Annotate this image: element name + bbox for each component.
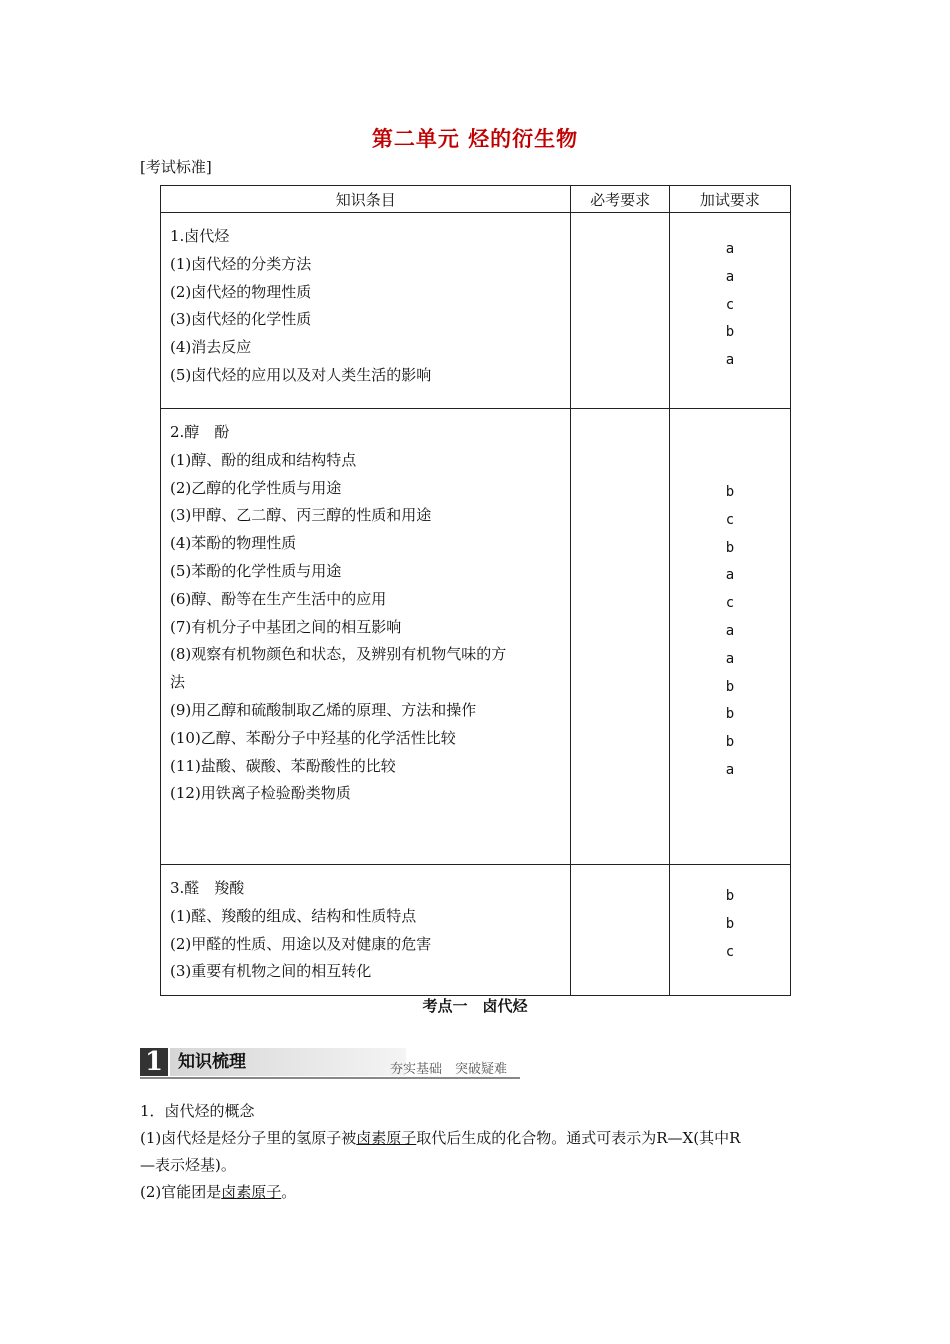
list-item: (11)盐酸、碳酸、苯酚酸性的比较 — [170, 756, 396, 775]
table-row — [161, 865, 791, 996]
header-required: 必考要求 — [571, 186, 669, 213]
level-value: b — [725, 678, 735, 695]
level-value: c — [725, 511, 735, 528]
level-value: b — [725, 915, 735, 932]
list-item: (12)用铁离子检验酚类物质 — [170, 784, 351, 803]
level-value: a — [725, 241, 735, 257]
banner-subtitle: 夯实基础 突破疑难 — [390, 1062, 508, 1077]
list-item: (10)乙醇、苯酚分子中羟基的化学活性比较 — [170, 728, 456, 747]
list-item: (4)苯酚的物理性质 — [170, 534, 297, 553]
list-item: (3)甲醇、乙二醇、丙三醇的性质和用途 — [170, 506, 432, 525]
level-value: b — [725, 539, 735, 556]
banner-title: 知识梳理 — [170, 1048, 406, 1076]
page-title: 第二单元 烃的衍生物 — [371, 127, 579, 151]
required-cell — [571, 409, 669, 865]
level-value: c — [725, 943, 735, 960]
list-item: (2)卤代烃的物理性质 — [170, 282, 312, 301]
level-value: c — [725, 595, 735, 612]
level-value: b — [725, 484, 735, 500]
list-item: 1.卤代烃 — [170, 227, 230, 245]
header-knowledge: 知识条目 — [161, 186, 571, 213]
required-cell — [571, 865, 669, 996]
table-row — [161, 213, 791, 409]
required-cell — [571, 213, 669, 409]
underlined-answer: 卤素原子 — [221, 1183, 282, 1201]
list-item: 2.醇 酚 — [170, 423, 230, 441]
list-item: (9)用乙醇和硫酸制取乙烯的原理、方法和操作 — [170, 700, 477, 719]
concept-paragraph-2 — [140, 1179, 820, 1206]
list-item: (5)卤代烃的应用以及对人类生活的影响 — [170, 365, 432, 384]
section-heading: 考点一 卤代烃 — [422, 997, 528, 1015]
banner-divider — [140, 1077, 520, 1079]
concept-text: 取代后生成的化合物。通式可表示为R—X(其中R — [416, 1129, 741, 1147]
concept-paragraph-1 — [140, 1125, 820, 1179]
list-item: (7)有机分子中基团之间的相互影响 — [170, 617, 402, 636]
section-items — [161, 865, 571, 996]
table-row — [161, 409, 791, 865]
knowledge-banner — [140, 1048, 520, 1080]
list-item: (2)乙醇的化学性质与用途 — [170, 478, 342, 497]
concept-text: (2)官能团是 — [140, 1183, 222, 1201]
level-value: a — [725, 268, 735, 285]
list-item: (1)卤代烃的分类方法 — [170, 254, 312, 273]
level-value: b — [725, 734, 735, 751]
level-value: a — [725, 761, 735, 778]
level-value: b — [725, 706, 735, 723]
list-item: 3.醛 羧酸 — [170, 879, 245, 897]
level-value: a — [725, 622, 735, 639]
level-value: a — [725, 352, 735, 369]
additional-cell — [669, 409, 790, 865]
header-additional: 加试要求 — [669, 186, 790, 213]
level-value: b — [725, 324, 735, 341]
level-value: a — [725, 650, 735, 667]
list-item: (1)醛、羧酸的组成、结构和性质特点 — [170, 906, 417, 925]
list-item: (2)甲醛的性质、用途以及对健康的危害 — [170, 934, 432, 953]
concept-text: —表示烃基)。 — [140, 1156, 236, 1174]
concept-text: 。 — [281, 1183, 297, 1201]
concept-heading: 1．卤代烃的概念 — [140, 1102, 255, 1120]
level-value: b — [725, 888, 735, 904]
additional-cell — [669, 865, 790, 996]
list-item: (3)重要有机物之间的相互转化 — [170, 962, 372, 981]
section-items — [161, 409, 571, 865]
underlined-answer: 卤素原子 — [356, 1129, 417, 1147]
list-item: (8)观察有机物颜色和状态，及辨别有机物气味的方 — [170, 645, 507, 664]
exam-standard-label: [考试标准] — [140, 158, 212, 176]
banner-number: 1 — [140, 1048, 168, 1076]
list-item: (1)醇、酚的组成和结构特点 — [170, 450, 357, 469]
additional-cell — [669, 213, 790, 409]
list-item: (6)醇、酚等在生产生活中的应用 — [170, 589, 387, 608]
level-value: a — [725, 567, 735, 584]
level-value: c — [725, 296, 735, 313]
concept-text: (1)卤代烃是烃分子里的氢原子被 — [140, 1129, 357, 1147]
list-item: (4)消去反应 — [170, 338, 252, 357]
list-item: 法 — [170, 673, 186, 692]
section-items — [161, 213, 571, 409]
list-item: (3)卤代烃的化学性质 — [170, 310, 312, 329]
list-item: (5)苯酚的化学性质与用途 — [170, 561, 342, 580]
requirements-table — [160, 185, 791, 996]
table-header-row — [161, 186, 791, 213]
